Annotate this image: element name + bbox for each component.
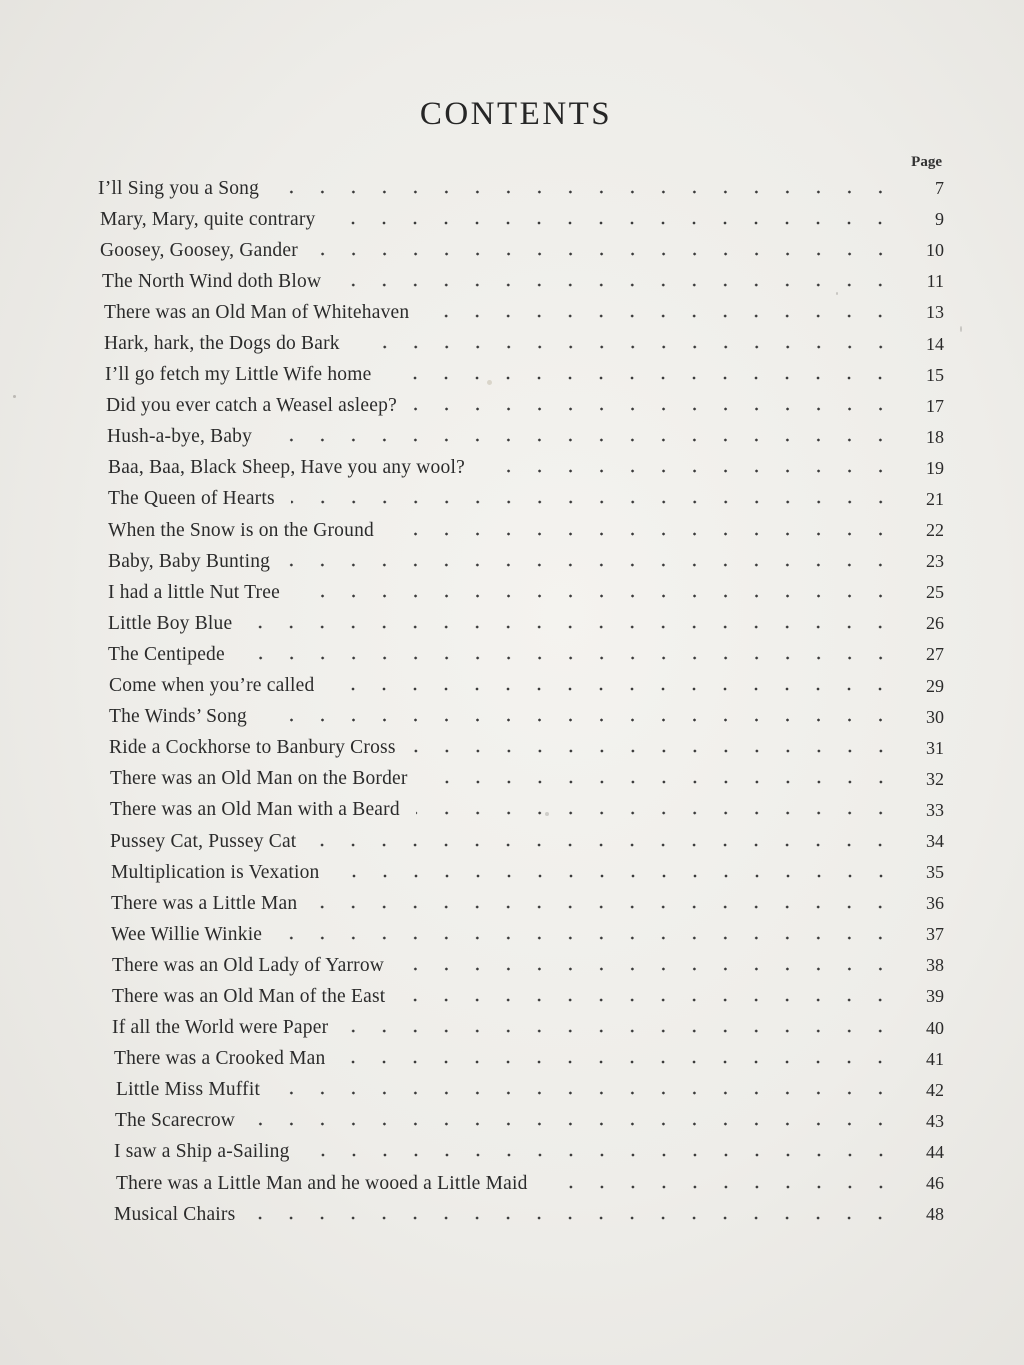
toc-entry xyxy=(0,328,1024,359)
dot-leader xyxy=(296,594,896,598)
paper-speck xyxy=(13,395,16,398)
dot-leader xyxy=(278,936,896,940)
toc-entry xyxy=(0,391,1024,422)
toc-entry-page-number: 29 xyxy=(926,675,944,696)
toc-entry-page-number: 25 xyxy=(926,582,944,603)
dot-leader xyxy=(344,1029,896,1033)
toc-entry-title: There was a Little Man and he wooed a Little Maid xyxy=(116,1172,528,1194)
toc-entry xyxy=(0,1168,1024,1199)
toc-entry-title: If all the World were Paper xyxy=(112,1017,329,1039)
toc-entry xyxy=(0,235,1024,266)
dot-leader xyxy=(412,749,896,753)
toc-entry xyxy=(0,1199,1024,1230)
toc-entry-title: There was a Crooked Man xyxy=(114,1048,326,1070)
dot-leader xyxy=(306,1153,896,1157)
toc-entry-page-number: 30 xyxy=(926,706,944,727)
toc-entry-title: The Winds’ Song xyxy=(109,706,247,728)
toc-entry-page-number: 9 xyxy=(935,209,944,230)
toc-entry-page-number: 44 xyxy=(926,1141,944,1162)
toc-entry-title: There was an Old Man of Whitehaven xyxy=(104,301,410,323)
toc-entry-title: When the Snow is on the Ground xyxy=(108,519,374,541)
toc-entry xyxy=(0,857,1024,888)
toc-entry xyxy=(0,204,1024,235)
toc-entry-title: There was an Old Man on the Border xyxy=(110,768,408,790)
contents-heading: CONTENTS xyxy=(419,96,613,132)
toc-entry-title: Come when you’re called xyxy=(109,675,315,697)
toc-entry xyxy=(0,546,1024,577)
dot-leader xyxy=(336,874,897,878)
toc-entry-title: Little Miss Muffit xyxy=(116,1079,261,1101)
dot-leader xyxy=(276,1091,896,1095)
toc-entry-page-number: 7 xyxy=(935,178,944,199)
toc-entry xyxy=(0,297,1024,328)
toc-entry xyxy=(0,826,1024,857)
toc-entry-page-number: 37 xyxy=(926,924,944,945)
paper-speck xyxy=(545,812,549,816)
toc-entry xyxy=(0,1075,1024,1106)
dot-leader xyxy=(314,252,896,256)
toc-entry-title: There was a Little Man xyxy=(111,892,298,914)
dot-leader xyxy=(400,967,896,971)
dot-leader xyxy=(268,438,896,442)
toc-entry-page-number: 43 xyxy=(926,1110,944,1131)
toc-entry-title: The Scarecrow xyxy=(115,1110,236,1132)
paper-speck xyxy=(487,380,492,385)
toc-entry-page-number: 36 xyxy=(926,893,944,914)
paper-speck xyxy=(960,326,962,332)
toc-entry xyxy=(0,422,1024,453)
dot-leader xyxy=(413,407,896,411)
toc-entry-title: Goosey, Goosey, Gander xyxy=(100,239,298,261)
toc-entry xyxy=(0,360,1024,391)
toc-entry-page-number: 14 xyxy=(926,333,944,354)
toc-entry-title: Ride a Cockhorse to Banbury Cross xyxy=(109,737,396,759)
toc-entry-title: Pussey Cat, Pussey Cat xyxy=(110,830,297,852)
toc-entry-page-number: 11 xyxy=(926,271,944,292)
dot-leader xyxy=(263,718,896,722)
toc-entry-title: Musical Chairs xyxy=(114,1203,236,1225)
toc-entry-page-number: 26 xyxy=(926,613,944,634)
toc-entry xyxy=(0,1106,1024,1137)
toc-entry xyxy=(0,981,1024,1012)
dot-leader xyxy=(481,469,896,473)
toc-entry-page-number: 33 xyxy=(926,799,944,820)
toc-entry-page-number: 40 xyxy=(926,1017,944,1038)
toc-entry-page-number: 15 xyxy=(926,364,944,385)
toc-entry-title: Baby, Baby Bunting xyxy=(108,550,271,572)
dot-leader xyxy=(424,780,896,784)
toc-entry-title: Hark, hark, the Dogs do Bark xyxy=(104,333,340,355)
toc-entry xyxy=(0,733,1024,764)
dot-leader xyxy=(286,563,896,567)
toc-entry-page-number: 22 xyxy=(926,520,944,541)
toc-entry xyxy=(0,702,1024,733)
toc-entry-title: Did you ever catch a Weasel asleep? xyxy=(106,395,397,417)
toc-entry xyxy=(0,639,1024,670)
toc-entry-title: Baa, Baa, Black Sheep, Have you any wool? xyxy=(108,457,465,479)
dot-leader xyxy=(390,532,896,536)
toc-entry-page-number: 46 xyxy=(926,1173,944,1194)
toc-entry-title: Hush-a-bye, Baby xyxy=(107,426,253,448)
toc-entry xyxy=(0,515,1024,546)
toc-entry-title: I had a little Nut Tree xyxy=(108,581,280,603)
toc-entry-page-number: 32 xyxy=(926,768,944,789)
toc-entry xyxy=(0,266,1024,297)
toc-entry-title: Multiplication is Vexation xyxy=(111,861,320,883)
dot-leader xyxy=(416,811,896,815)
toc-entry-page-number: 41 xyxy=(926,1048,944,1069)
toc-entry-title: Little Boy Blue xyxy=(108,612,233,634)
toc-entry xyxy=(0,1137,1024,1168)
dot-leader xyxy=(241,656,896,660)
toc-entry-title: I’ll go fetch my Little Wife home xyxy=(105,364,372,386)
toc-entry-page-number: 21 xyxy=(926,488,944,509)
dot-leader xyxy=(401,998,896,1002)
toc-entry-page-number: 13 xyxy=(926,302,944,323)
paper-speck xyxy=(836,292,838,295)
table-of-contents xyxy=(0,173,1024,1230)
dot-leader xyxy=(251,1216,896,1220)
dot-leader xyxy=(251,1122,896,1126)
toc-entry xyxy=(0,795,1024,826)
toc-entry xyxy=(0,577,1024,608)
dot-leader xyxy=(356,345,896,349)
toc-entry xyxy=(0,950,1024,981)
toc-entry-page-number: 31 xyxy=(926,737,944,758)
toc-entry xyxy=(0,608,1024,639)
dot-leader xyxy=(331,221,896,225)
page-column-label: Page xyxy=(911,154,942,170)
dot-leader xyxy=(291,500,896,504)
toc-entry-page-number: 19 xyxy=(926,457,944,478)
toc-entry-page-number: 48 xyxy=(926,1204,944,1225)
dot-leader xyxy=(387,376,896,380)
toc-entry-page-number: 17 xyxy=(926,395,944,416)
toc-entry-page-number: 27 xyxy=(926,644,944,665)
toc-entry-title: There was an Old Lady of Yarrow xyxy=(112,954,385,976)
toc-entry-title: I’ll Sing you a Song xyxy=(98,177,260,199)
toc-entry-title: There was an Old Man with a Beard xyxy=(110,799,400,821)
toc-entry-title: The North Wind doth Blow xyxy=(102,270,322,292)
toc-entry-page-number: 18 xyxy=(926,426,944,447)
toc-entry-title: There was an Old Man of the East xyxy=(112,985,386,1007)
toc-entry xyxy=(0,1044,1024,1075)
toc-entry xyxy=(0,671,1024,702)
dot-leader xyxy=(330,687,896,691)
toc-entry xyxy=(0,1013,1024,1044)
toc-entry-page-number: 35 xyxy=(926,862,944,883)
toc-entry xyxy=(0,919,1024,950)
toc-entry xyxy=(0,764,1024,795)
toc-entry-title: The Centipede xyxy=(108,643,225,665)
dot-leader xyxy=(425,314,896,318)
dot-leader xyxy=(341,1060,896,1064)
dot-leader xyxy=(544,1185,896,1189)
toc-entry xyxy=(0,484,1024,515)
toc-entry-title: The Queen of Hearts xyxy=(108,488,275,510)
toc-entry xyxy=(0,173,1024,204)
toc-entry-page-number: 39 xyxy=(926,986,944,1007)
dot-leader xyxy=(313,905,896,909)
toc-entry-page-number: 10 xyxy=(926,240,944,261)
toc-entry xyxy=(0,453,1024,484)
dot-leader xyxy=(312,843,896,847)
toc-entry-page-number: 34 xyxy=(926,831,944,852)
toc-entry-title: Wee Willie Winkie xyxy=(111,923,263,945)
toc-entry-title: Mary, Mary, quite contrary xyxy=(100,208,316,230)
toc-entry-page-number: 42 xyxy=(926,1079,944,1100)
dot-leader xyxy=(337,283,896,287)
toc-entry-title: I saw a Ship a-Sailing xyxy=(114,1141,290,1163)
toc-entry-page-number: 38 xyxy=(926,955,944,976)
dot-leader xyxy=(275,190,896,194)
dot-leader xyxy=(248,625,896,629)
toc-entry xyxy=(0,888,1024,919)
toc-entry-page-number: 23 xyxy=(926,551,944,572)
